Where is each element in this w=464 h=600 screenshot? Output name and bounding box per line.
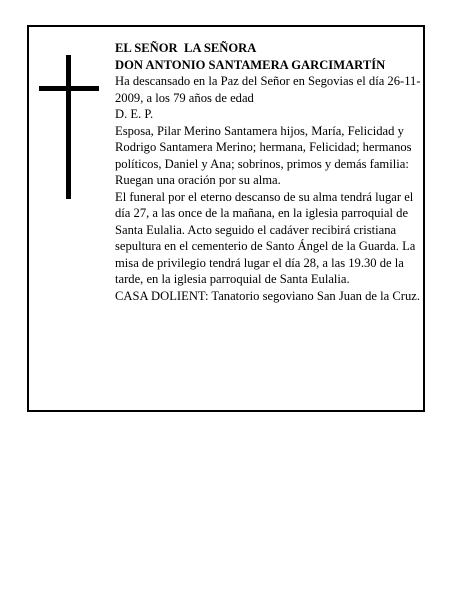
prayer-request: Ruegan una oración por su alma. xyxy=(115,173,281,187)
notice-title-line-1: EL SEÑOR LA SEÑORA xyxy=(115,41,257,55)
funeral-info: El funeral por el eterno descanso de su alma tendrá lugar el día 27, a las once de la mañana, en la iglesia parroquial de Santa Eulalia. Acto seguido el cadáver recibirá cristiana sepultura en el cementerio de Santo Ángel de la Guarda. La misa de privilegio tendrá lugar el día 28, a las 19.30 de la tarde, en la iglesia parroquial de Santa Eulalia. xyxy=(115,189,416,286)
family-line: Esposa, Pilar Merino Santamera hijos, María, Felicidad y Rodrigo Santamera Merino; hermana, Felicidad; hermanos políticos, Daniel y Ana; sobrinos, primos y demás familia: xyxy=(115,123,412,171)
dep-line: D. E. P. xyxy=(115,107,154,121)
cross-icon xyxy=(39,55,99,199)
obituary-notice xyxy=(27,25,425,412)
death-info: Ha descansado en la Paz del Señor en Segovias el día 26-11-2009, a los 79 años de edad xyxy=(115,74,421,105)
deceased-name: DON ANTONIO SANTAMERA GARCIMARTÍN xyxy=(115,57,386,72)
funeral-home: CASA DOLIENT: Tanatorio segoviano San Juan de la Cruz. xyxy=(115,288,421,303)
cross-vertical-bar xyxy=(66,55,71,199)
notice-text-block xyxy=(115,40,421,304)
cross-horizontal-bar xyxy=(39,86,99,91)
